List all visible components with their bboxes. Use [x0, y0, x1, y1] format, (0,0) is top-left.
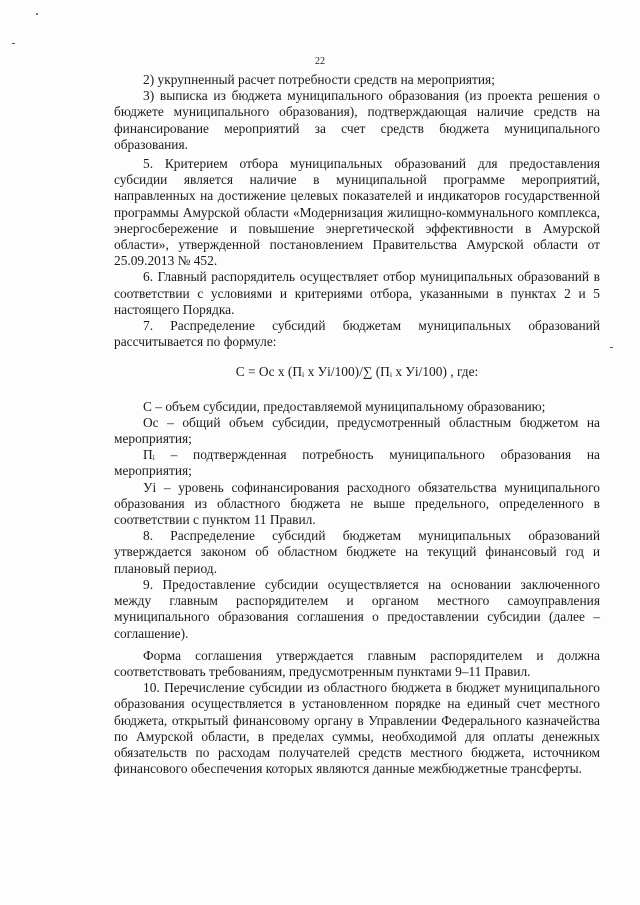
list-item-3: 3) выписка из бюджета муниципального образования (из проекта решения о бюджете муниципального образования), подтверждающая наличие средств на финансирование мероприятий за счет средств бюджета муниципального образования. — [114, 88, 600, 152]
scan-speck — [36, 13, 38, 15]
definition-pi: Пᵢ – подтвержденная потребность муниципального образования на мероприятия; — [114, 447, 600, 479]
paragraph-6: 6. Главный распорядитель осуществляет отбор муниципальных образований в соответствии с условиями и критериями отбора, указанными в пунктах 2 и 5 настоящего Порядка. — [114, 269, 600, 317]
definition-c: С – объем субсидии, предоставляемой муниципальному образованию; — [143, 398, 546, 414]
paragraph-5: 5. Критерием отбора муниципальных образований для предоставления субсидии является наличие в муниципальной программе мероприятий, направленных на достижение целевых показателей и индикаторов государственной программы Амурской области «Модернизация жилищно-коммунального комплекса, энергосбережение и повышение энергетической эффективности в Амурской области», утвержденной постановлением Правительства Амурской области от 25.09.2013 № 452. — [114, 156, 600, 269]
paragraph-agreement-form: Форма соглашения утверждается главным распорядителем и должна соответствовать требованиям, предусмотренным пунктами 9–11 Правил. — [114, 647, 600, 679]
list-item-2: 2) укрупненный расчет потребности средств на мероприятия; — [143, 72, 495, 87]
paragraph-7: 7. Распределение субсидий бюджетам муниципальных образований рассчитывается по формуле: — [114, 318, 600, 350]
page-number: 22 — [315, 56, 325, 67]
paragraph-10: 10. Перечисление субсидии из областного бюджета в бюджет муниципального образования осуществляется в установленном порядке на единый счет местного бюджета, открытый финансовому органу в Управлении Федерального казначейства по Амурской области, в пределах суммы, необходимой для оплаты денежных обязательств по расходам получателей средств местного бюджета, источником финансового обеспечения которых являются данные межбюджетные трансферты. — [114, 680, 600, 777]
paragraph-9: 9. Предоставление субсидии осуществляется на основании заключенного между главным распорядителем и органом местного самоуправления муниципального образования соглашения о предоставлении субсидии (далее – соглашение). — [114, 576, 600, 641]
definition-yi: Уi – уровень софинансирования расходного обязательства муниципального образования из областного бюджета не выше предельного, определенного в соответствии с пунктом 11 Правил. — [114, 479, 600, 528]
paragraph-8: 8. Распределение субсидий бюджетам муниципальных образований утверждается законом об областном бюджете на текущий финансовый год и плановый период. — [114, 528, 600, 576]
scan-speck — [610, 347, 613, 348]
document-body — [114, 72, 600, 777]
scan-speck — [12, 43, 15, 44]
definition-oc: Ос – общий объем субсидии, предусмотренный областным бюджетом на мероприятия; — [114, 414, 600, 447]
distribution-formula: С = Ос х (Пᵢ х Уi/100)/∑ (Пᵢ х Уi/100) , где: — [235, 364, 479, 380]
